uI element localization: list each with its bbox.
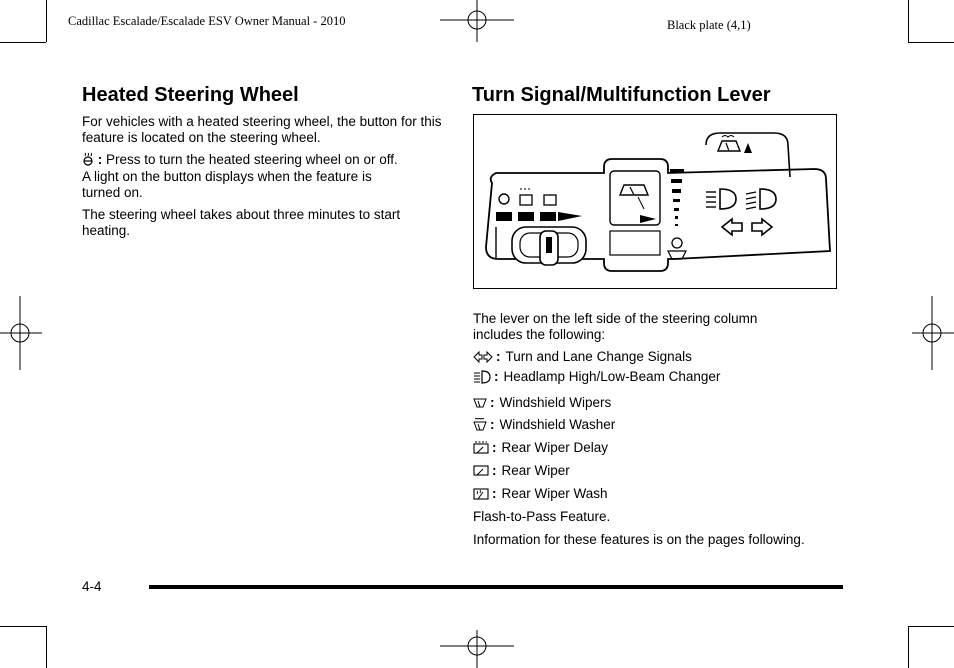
crop-mark (908, 42, 954, 43)
registration-mark-top (440, 0, 514, 42)
list-item-label: Headlamp High/Low-Beam Changer (503, 369, 721, 384)
turn-signal-arrows-icon (473, 351, 493, 363)
list-item-label: Windshield Washer (499, 417, 616, 432)
crop-mark (46, 0, 47, 42)
list-item-label: Windshield Wipers (499, 395, 612, 410)
info-note: Information for these features is on the pages following. (473, 532, 805, 547)
crop-mark (908, 0, 909, 42)
windshield-washer-icon (473, 418, 487, 432)
rear-wiper-icon (473, 465, 489, 477)
registration-mark-left (0, 296, 42, 370)
list-item-label: Turn and Lane Change Signals (505, 349, 692, 364)
registration-mark-right (912, 296, 954, 370)
crop-mark (908, 626, 954, 627)
list-item: : Windshield Wipers (473, 395, 611, 411)
section-title-turn-signal-lever: Turn Signal/Multifunction Lever (472, 84, 771, 106)
heated-wheel-light-desc: A light on the button displays when the feature is turned on. (82, 169, 372, 200)
rear-wiper-delay-icon (473, 441, 489, 455)
list-item: : Headlamp High/Low-Beam Changer (473, 369, 720, 385)
section-title-heated-steering-wheel: Heated Steering Wheel (82, 84, 299, 106)
rear-wiper-wash-icon (473, 487, 489, 501)
registration-mark-bottom (440, 630, 514, 668)
colon: : (97, 152, 103, 167)
page-number: 4-4 (82, 579, 102, 594)
crop-mark (0, 626, 46, 627)
heated-wheel-time: The steering wheel takes about three minutes to start heating. (82, 207, 401, 238)
crop-mark (46, 626, 47, 668)
heated-wheel-button-text: Press to turn the heated steering wheel on or off. (106, 152, 398, 167)
lever-intro: The lever on the left side of the steering column includes the following: (473, 311, 758, 342)
manual-title: Cadillac Escalade/Escalade ESV Owner Manual - 2010 (68, 14, 346, 28)
heated-wheel-intro: For vehicles with a heated steering wheel, the button for this feature is located on the steering wheel. (82, 114, 442, 145)
list-item: : Rear Wiper (473, 463, 570, 479)
footer-rule (149, 585, 843, 589)
flash-to-pass: Flash-to-Pass Feature. (473, 509, 611, 524)
list-item: : Rear Wiper Wash (473, 486, 608, 502)
lever-illustration (473, 114, 837, 289)
heated-wheel-button-desc (82, 152, 442, 168)
crop-mark (908, 626, 909, 668)
windshield-washer-top-icon (718, 136, 740, 152)
list-item: : Windshield Washer (473, 417, 615, 433)
list-item-label: Rear Wiper Delay (501, 440, 609, 455)
triangle-up-icon (744, 143, 752, 153)
list-item-label: Rear Wiper (501, 463, 570, 478)
list-item: : Rear Wiper Delay (473, 440, 608, 456)
headlamp-beam-icon (473, 369, 491, 385)
list-item-label: Rear Wiper Wash (501, 486, 608, 501)
heated-steering-wheel-icon (82, 152, 94, 166)
plate-label: Black plate (4,1) (667, 18, 751, 32)
list-item: : Turn and Lane Change Signals (473, 349, 692, 365)
windshield-wiper-icon (473, 397, 487, 409)
crop-mark (0, 42, 46, 43)
